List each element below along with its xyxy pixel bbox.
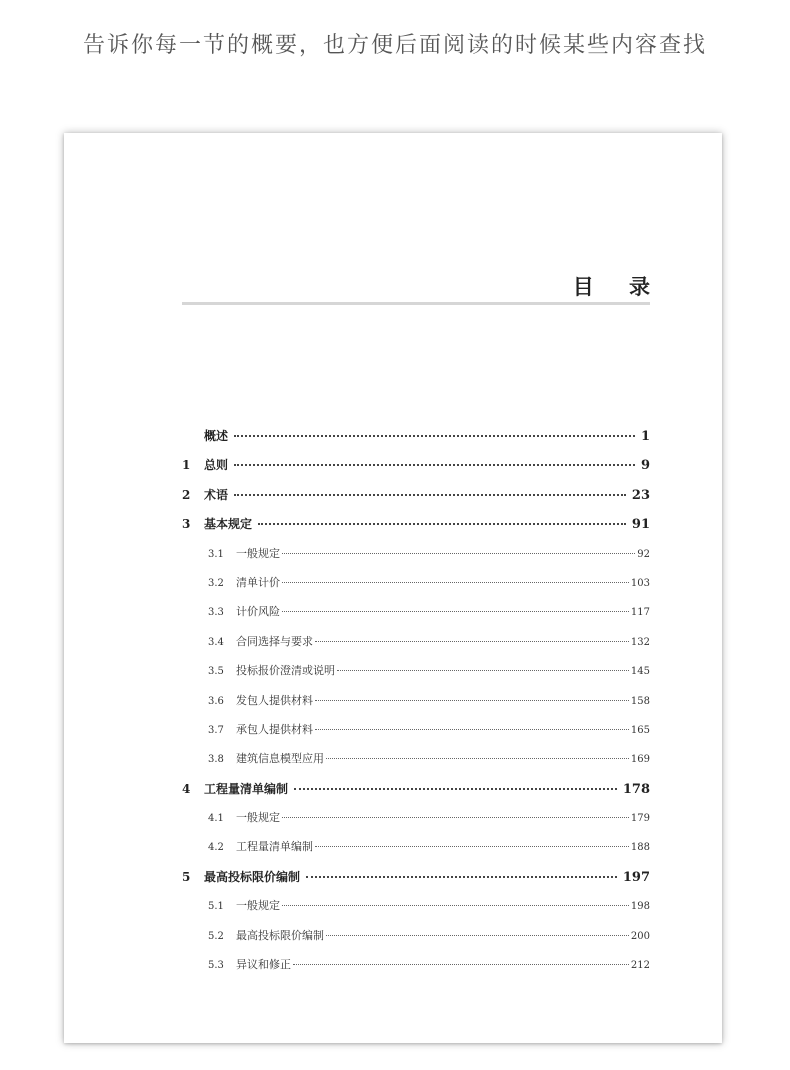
toc-entry-page: 91 bbox=[631, 517, 650, 533]
toc-entry-page: 158 bbox=[630, 695, 650, 707]
toc-entry-chapter-5 bbox=[182, 868, 650, 897]
dot-leader bbox=[234, 464, 635, 466]
toc-entry-label: 最高投标限价编制 bbox=[236, 928, 324, 942]
toc-entry-chapter-3 bbox=[182, 515, 650, 544]
dot-leader bbox=[306, 876, 617, 878]
toc-entry-label: 基本规定 bbox=[204, 517, 253, 532]
dot-leader bbox=[337, 670, 629, 671]
toc-entry-chapter-1 bbox=[182, 456, 650, 485]
toc-entry-label: 合同选择与要求 bbox=[236, 634, 313, 648]
toc-entry-page: 197 bbox=[622, 869, 650, 885]
dot-leader bbox=[294, 788, 617, 790]
toc-entry-number: 4.2 bbox=[208, 842, 224, 854]
toc-entry-page: 9 bbox=[640, 458, 650, 474]
toc-entry-page: 165 bbox=[630, 724, 650, 736]
toc-entry-label: 一般规定 bbox=[236, 546, 280, 560]
toc-entry-label: 总则 bbox=[204, 458, 229, 473]
toc-entry-section bbox=[182, 662, 650, 691]
dot-leader bbox=[326, 935, 629, 936]
dot-leader bbox=[282, 582, 629, 583]
toc-entry-label: 异议和修正 bbox=[236, 958, 291, 972]
toc-entry-number: 4.1 bbox=[208, 813, 224, 825]
toc-entry-label: 清单计价 bbox=[236, 575, 280, 589]
toc-entry-section bbox=[182, 574, 650, 603]
toc-entry-label: 概述 bbox=[204, 429, 229, 443]
dot-leader bbox=[315, 729, 629, 730]
toc-entry-page: 200 bbox=[630, 930, 650, 942]
toc-entry-number: 5.3 bbox=[208, 960, 224, 972]
toc-entry-overview bbox=[182, 427, 650, 456]
toc-entry-section bbox=[182, 956, 650, 985]
toc-entry-page: 117 bbox=[630, 607, 650, 619]
toc-entry-number: 5 bbox=[182, 869, 191, 884]
toc-entry-label: 术语 bbox=[204, 487, 229, 502]
dot-leader bbox=[234, 494, 626, 496]
toc-entry-number: 5.2 bbox=[208, 930, 224, 942]
toc-entry-page: 103 bbox=[630, 577, 650, 589]
dot-leader bbox=[315, 641, 629, 642]
dot-leader bbox=[282, 817, 629, 818]
toc-entry-number: 3.2 bbox=[208, 577, 224, 589]
toc-entry-section bbox=[182, 633, 650, 662]
toc-entry-number: 4 bbox=[182, 781, 191, 796]
toc-entry-section bbox=[182, 750, 650, 779]
toc-entry-section bbox=[182, 838, 650, 867]
toc-entry-number: 1 bbox=[182, 458, 191, 473]
dot-leader bbox=[258, 523, 626, 525]
dot-leader bbox=[282, 905, 629, 906]
toc-entry-number: 5.1 bbox=[208, 901, 224, 913]
dot-leader bbox=[293, 964, 629, 965]
toc-entry-page: 179 bbox=[630, 813, 650, 825]
toc-entry-label: 投标报价澄清或说明 bbox=[236, 664, 335, 678]
toc-entry-page: 92 bbox=[637, 548, 650, 560]
toc-entry-number: 3.4 bbox=[208, 636, 224, 648]
toc-entry-section bbox=[182, 721, 650, 750]
toc-entry-label: 承包人提供材料 bbox=[236, 722, 313, 736]
book-page bbox=[64, 133, 722, 1043]
dot-leader bbox=[315, 846, 629, 847]
toc-title: 目 录 bbox=[572, 274, 664, 299]
toc-entry-label: 工程量清单编制 bbox=[204, 781, 289, 796]
toc-entry-section bbox=[182, 603, 650, 632]
toc-entry-section bbox=[182, 897, 650, 926]
toc-entry-label: 一般规定 bbox=[236, 811, 280, 825]
toc-entry-number: 3 bbox=[182, 517, 191, 532]
toc-entry-page: 169 bbox=[630, 754, 650, 766]
toc-entry-label: 计价风险 bbox=[236, 605, 280, 619]
toc-entry-label: 建筑信息模型应用 bbox=[236, 752, 324, 766]
toc-entry-section bbox=[182, 545, 650, 574]
caption-text: 告诉你每一节的概要，也方便后面阅读的时候某些内容查找 bbox=[82, 33, 707, 58]
toc-entry-page: 188 bbox=[630, 842, 650, 854]
toc-entry-section bbox=[182, 809, 650, 838]
toc-entry-label: 最高投标限价编制 bbox=[204, 869, 301, 884]
toc-entry-number: 3.6 bbox=[208, 695, 224, 707]
toc-entry-page: 212 bbox=[630, 960, 650, 972]
toc-entry-section bbox=[182, 927, 650, 956]
toc-entry-number: 3.3 bbox=[208, 607, 224, 619]
toc-entry-page: 132 bbox=[630, 636, 650, 648]
table-of-contents bbox=[182, 427, 650, 985]
toc-entry-page: 1 bbox=[640, 429, 650, 444]
dot-leader bbox=[326, 758, 629, 759]
toc-entry-page: 198 bbox=[630, 901, 650, 913]
toc-entry-label: 一般规定 bbox=[236, 899, 280, 913]
toc-entry-page: 178 bbox=[622, 781, 650, 797]
toc-entry-label: 发包人提供材料 bbox=[236, 693, 313, 707]
toc-entry-number: 3.1 bbox=[208, 548, 224, 560]
dot-leader bbox=[315, 700, 629, 701]
toc-entry-section bbox=[182, 692, 650, 721]
toc-entry-chapter-4 bbox=[182, 780, 650, 809]
toc-entry-number: 2 bbox=[182, 487, 191, 502]
toc-entry-number: 3.7 bbox=[208, 724, 224, 736]
title-rule bbox=[182, 302, 650, 305]
toc-entry-chapter-2 bbox=[182, 486, 650, 515]
dot-leader bbox=[234, 435, 635, 437]
toc-entry-label: 工程量清单编制 bbox=[236, 840, 313, 854]
dot-leader bbox=[282, 553, 635, 554]
toc-entry-page: 145 bbox=[630, 666, 650, 678]
dot-leader bbox=[282, 611, 629, 612]
toc-entry-page: 23 bbox=[631, 487, 650, 503]
toc-entry-number: 3.8 bbox=[208, 754, 224, 766]
toc-entry-number: 3.5 bbox=[208, 666, 224, 678]
